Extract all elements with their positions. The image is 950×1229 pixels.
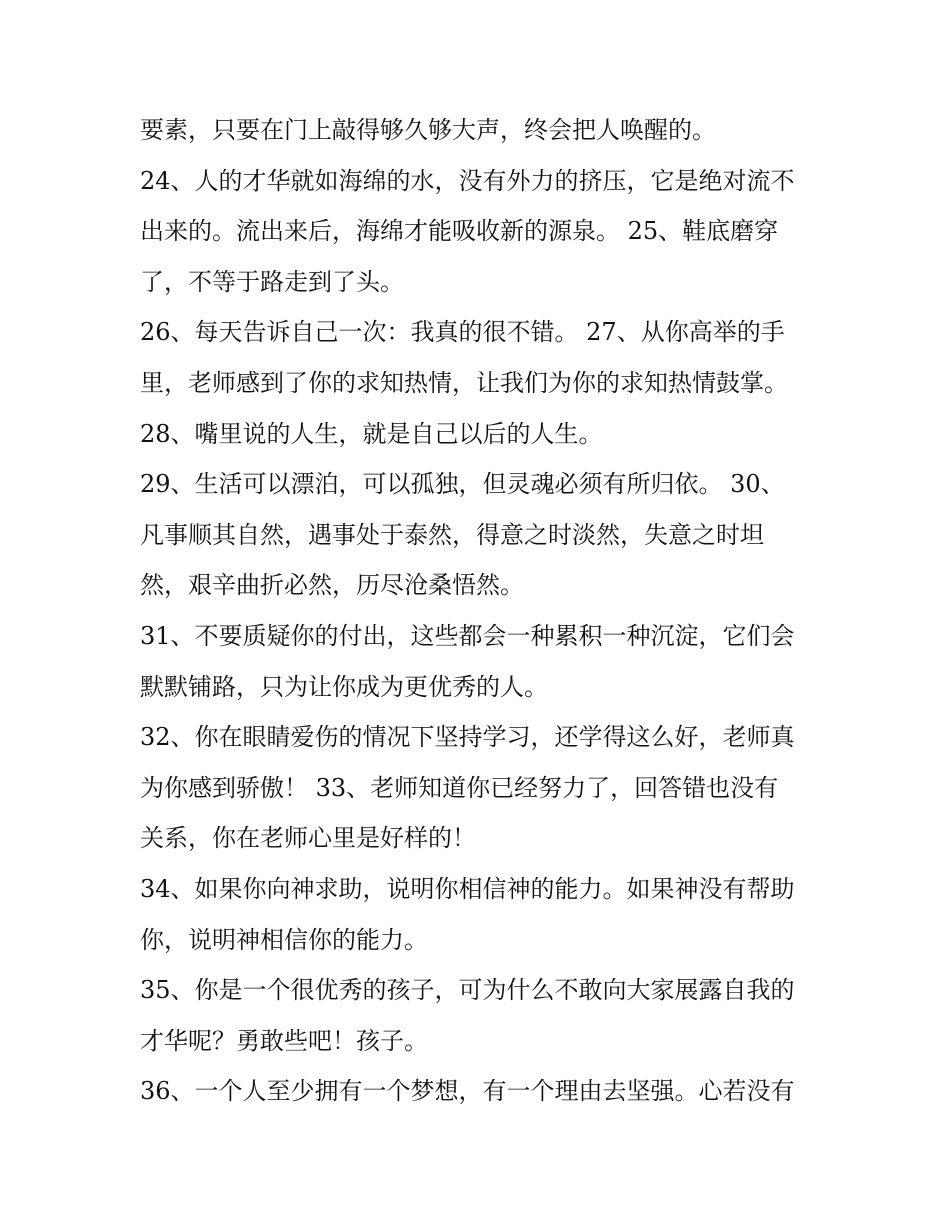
text-line: 32、你在眼睛爱伤的情况下坚持学习，还学得这么好，老师真	[140, 723, 795, 752]
text-line: 26、每天告诉自己一次：我真的很不错。 27、从你高举的手	[140, 318, 785, 347]
text-line: 关系，你在老师心里是好样的！	[140, 824, 476, 853]
text-line: 出来的。流出来后，海绵才能吸收新的源泉。 25、鞋底磨穿	[140, 217, 779, 246]
text-line: 31、不要质疑你的付出，这些都会一种累积一种沉淀，它们会	[140, 621, 795, 650]
text-line: 24、人的才华就如海绵的水，没有外力的挤压，它是绝对流不	[140, 166, 795, 195]
text-line: 里，老师感到了你的求知热情，让我们为你的求知热情鼓掌。	[140, 368, 788, 397]
text-line: 要素，只要在门上敲得够久够大声，终会把人唤醒的。	[140, 116, 716, 144]
text-line: 然，艰辛曲折必然，历尽沧桑悟然。	[140, 571, 524, 600]
text-line: 29、生活可以漂泊，可以孤独，但灵魂必须有所归依。 30、	[140, 470, 785, 499]
text-line: 35、你是一个很优秀的孩子，可为什么不敢向大家展露自我的	[140, 976, 795, 1005]
text-line: 28、嘴里说的人生，就是自己以后的人生。	[140, 419, 603, 448]
text-line: 36、一个人至少拥有一个梦想，有一个理由去坚强。心若没有	[140, 1077, 795, 1106]
text-line: 凡事顺其自然，遇事处于泰然，得意之时淡然，失意之时坦	[140, 520, 764, 549]
text-line: 你，说明神相信你的能力。	[140, 925, 428, 954]
document-body-text	[140, 105, 830, 1117]
text-line: 才华呢？勇敢些吧！孩子。	[140, 1026, 428, 1055]
text-line: 为你感到骄傲！ 33、老师知道你已经努力了，回答错也没有	[140, 773, 779, 802]
text-line: 34、如果你向神求助，说明你相信神的能力。如果神没有帮助	[140, 874, 795, 903]
text-line: 默默铺路，只为让你成为更优秀的人。	[140, 672, 548, 701]
text-line: 了，不等于路走到了头。	[140, 267, 404, 296]
